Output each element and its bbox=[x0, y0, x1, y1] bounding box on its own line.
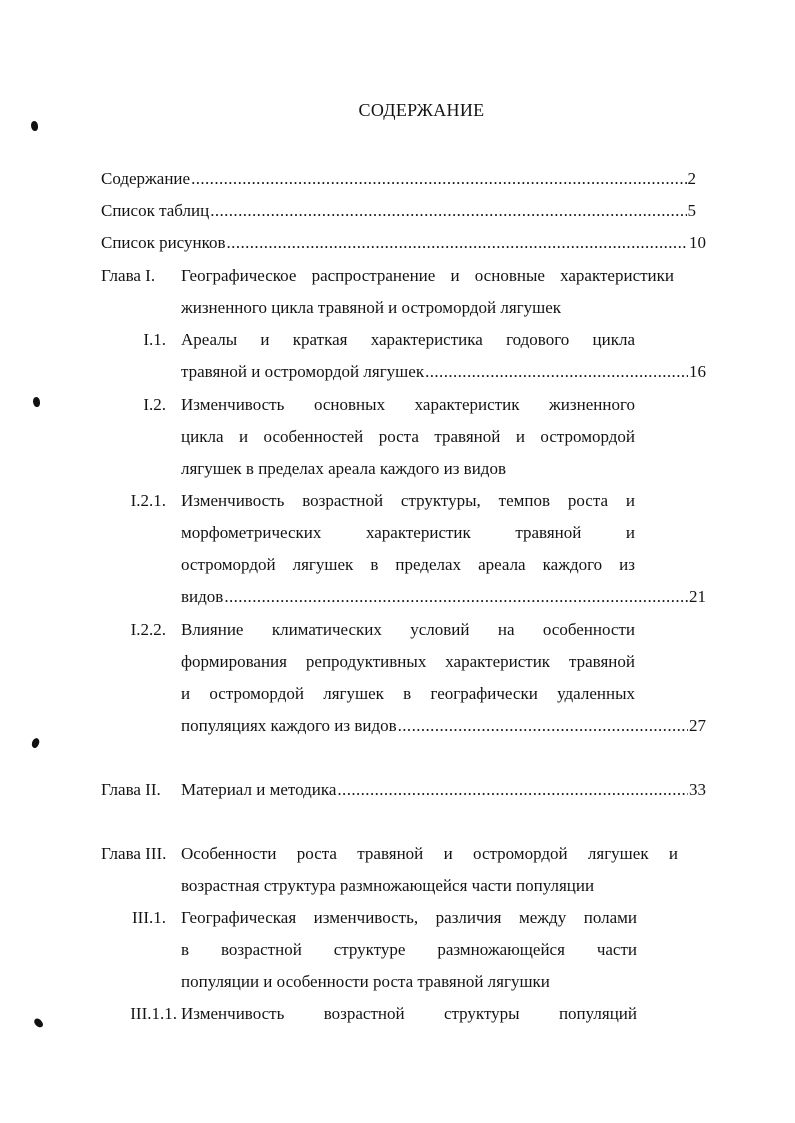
toc-entry-line[interactable]: жизненного цикла травяной и остромордой лягушек bbox=[181, 298, 562, 317]
toc-entry-line[interactable]: Изменчивость возрастной структуры, темпов роста и bbox=[181, 491, 635, 510]
section-label: III.1.1. bbox=[130, 1004, 177, 1023]
toc-entry-text: Содержание bbox=[101, 169, 191, 188]
toc-entry-line[interactable]: в возрастной структуре размножающейся части bbox=[181, 940, 637, 959]
page-number: 33 bbox=[689, 780, 706, 799]
toc-entry-text: Список таблиц bbox=[101, 201, 210, 220]
section-label: I.2.1. bbox=[130, 491, 166, 510]
scan-mark bbox=[33, 1017, 44, 1029]
toc-entry-line[interactable]: Особенности роста травяной и остромордой лягушек и bbox=[181, 844, 678, 863]
toc-entry-line[interactable]: Географическое распространение и основные характеристики bbox=[181, 266, 674, 285]
leader-dots bbox=[425, 361, 688, 383]
toc-entry-chapter-2[interactable] bbox=[181, 779, 706, 801]
page-title: СОДЕРЖАНИЕ bbox=[358, 100, 485, 120]
section-label: I.2.2. bbox=[130, 620, 166, 639]
section-label: I.2. bbox=[143, 395, 166, 414]
toc-entry-line[interactable]: Изменчивость возрастной структуры популяций bbox=[181, 1004, 637, 1023]
page-number: 10 bbox=[689, 233, 706, 252]
toc-entry-text: Материал и методика bbox=[181, 780, 337, 799]
toc-entry-line[interactable]: Влияние климатических условий на особенности bbox=[181, 620, 635, 639]
toc-entry-line[interactable]: возрастная структура размножающейся части популяции bbox=[181, 876, 595, 895]
toc-entry-tables[interactable] bbox=[101, 200, 696, 222]
leader-dots bbox=[337, 779, 688, 801]
toc-entry-text: Список рисунков bbox=[101, 233, 226, 252]
toc-entry-line[interactable]: лягушек в пределах ареала каждого из видов bbox=[181, 459, 506, 478]
toc-entry-line[interactable]: Ареалы и краткая характеристика годового цикла bbox=[181, 330, 635, 349]
leader-dots bbox=[398, 715, 688, 737]
toc-entry-text: травяной и остромордой лягушек bbox=[181, 362, 425, 381]
toc-entry-line[interactable]: Географическая изменчивость, различия между полами bbox=[181, 908, 637, 927]
leader-dots bbox=[227, 232, 688, 254]
section-label: I.1. bbox=[143, 330, 166, 349]
toc-entry-line[interactable] bbox=[181, 361, 706, 383]
toc-entry-line[interactable]: популяции и особенности роста травяной лягушки bbox=[181, 972, 550, 991]
page-number: 2 bbox=[687, 169, 696, 188]
toc-entry-figures[interactable] bbox=[101, 232, 706, 254]
chapter-label: Глава II. bbox=[101, 780, 161, 799]
page-number: 27 bbox=[689, 716, 706, 735]
scan-mark bbox=[31, 121, 38, 131]
toc-entry-line[interactable]: Изменчивость основных характеристик жизненного bbox=[181, 395, 635, 414]
scan-mark bbox=[30, 737, 41, 749]
toc-entry-line[interactable]: цикла и особенностей роста травяной и остромордой bbox=[181, 427, 635, 446]
page-number: 16 bbox=[689, 362, 706, 381]
toc-entry-line[interactable] bbox=[181, 586, 706, 608]
toc-entry-text: видов bbox=[181, 587, 224, 606]
leader-dots bbox=[224, 586, 688, 608]
toc-entry-line[interactable] bbox=[181, 715, 706, 737]
toc-entry-line[interactable]: морфометрических характеристик травяной и bbox=[181, 523, 635, 542]
section-label: III.1. bbox=[132, 908, 166, 927]
toc-entry-contents[interactable] bbox=[101, 168, 696, 190]
toc-entry-line[interactable]: и остромордой лягушек в географически удаленных bbox=[181, 684, 635, 703]
scan-mark bbox=[33, 397, 40, 407]
chapter-label: Глава I. bbox=[101, 266, 156, 285]
leader-dots bbox=[210, 200, 686, 222]
leader-dots bbox=[191, 168, 686, 190]
toc-entry-text: популяциях каждого из видов bbox=[181, 716, 397, 735]
chapter-label: Глава III. bbox=[101, 844, 167, 863]
toc-entry-line[interactable]: формирования репродуктивных характеристик травяной bbox=[181, 652, 635, 671]
page-number: 21 bbox=[689, 587, 706, 606]
toc-entry-line[interactable]: остромордой лягушек в пределах ареала каждого из bbox=[181, 555, 635, 574]
page-number: 5 bbox=[687, 201, 696, 220]
